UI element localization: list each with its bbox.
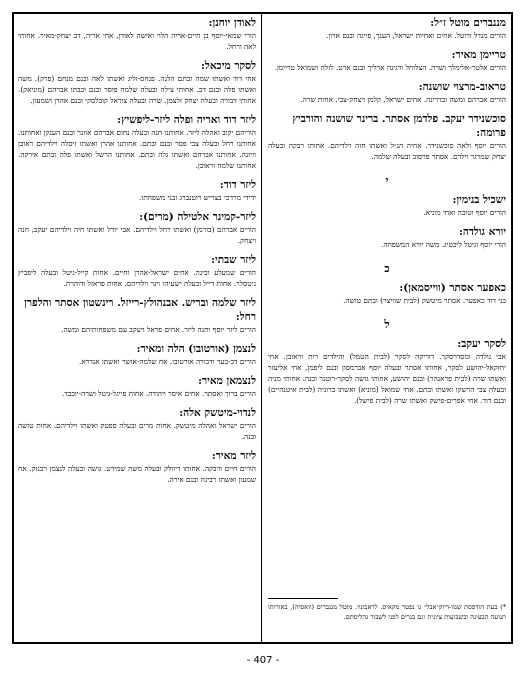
list-item (18, 342, 256, 367)
entry-heading: טריימן מאיר: (451, 49, 506, 61)
page-number: - 407 - (246, 655, 280, 666)
entry-heading: סוכשנידר יעקב. פלדמן אסתר. ברינר שושנה והורביץ פרומה: (292, 113, 506, 139)
entry-heading: ליזר דוד ואריה ופלה ליזר-ליפשיץ: (117, 114, 256, 126)
entry-heading: טראוב-מרצוי שושנה: (418, 81, 506, 93)
entry-text: הורים מנדל ורוטל. אחים ואחיות ישראל, הענך, פייגה ובנם ארון. (326, 31, 506, 40)
column-divider (261, 14, 262, 642)
entry-text: הוריהם יקוב ואהלה ליזר. אחותנו חנה ובעלה נחום אברהם אוזנר ובנם הענקן ואחותנו. אחותנו רחל ובעלה צבי פסר ובנם ובתם. אחותנו אהרן ואשתו זיסלה וילדיהם ראובן וזיזנה. אחותנו אברהם ואשתו גלה ובתם. אחותנו הרשל ואשתו פלה ובתם אירקה. אחותנו שלמה וראובן. (18, 128, 256, 170)
entry-heading: לאודן יוחנן: (208, 17, 256, 29)
entry-text: הורים ישראל ואהלה מיטשק. אחות מרים ובעלה ספטק ואשתו וילדיהם. אחות טושה ובנה. (18, 421, 256, 441)
list-item (268, 80, 506, 105)
entry-heading: ליזר שבתי: (211, 254, 256, 266)
entry-text: בני דוד כאפער. אסתר מיטשק (לבית שוויצר) ובתם טושה. (343, 296, 506, 305)
list-item (18, 59, 256, 106)
entry-heading: ישכיל בנימין: (452, 194, 506, 206)
entry-heading: ליזר דוד: (219, 179, 256, 191)
entry-text: הורי שמאי-יוסף בן חיים-אריה הלוי ואישה לאודן, אחי אריה, דב יצחק-מאיר. אחותי לאה ורחל. (18, 31, 256, 51)
entry-text: הורים דב-בער ודבורה אורטובו. אח שלמה-אושר ואשתו אנדרא. (79, 357, 256, 366)
entry-text: הורים ברוך ואסתר. אחים איסר ויהודה. אחות פייגל-גיטל ושרה-יוכבד. (61, 389, 256, 398)
left-column (18, 16, 256, 492)
list-item (18, 178, 256, 203)
entry-text: הורים אברהם ומשה ובדרינה. אחים ישראל, קלמן ויצחק-צבי. אחות שרה. (300, 95, 506, 104)
entry-text: אבי גולדה ומסדרסקר. דוריקה לסקר (לבית הטמל) והילדים רות וראובן. אחי יחזקאל-יהושע לסקר, אחותו אסתר ובעלה יוסף אברמסון ובנם ליפמן, אחי אליעזר ואשתו שרה (לבית פראנהר) ובנם יהושע, אחותי גושה לסקר-רוטנר ובנה. אחותי מניה ובעלה צבי הרשקו ואשתו ובתם. אחי שמואל (מוניא) ואשתו ברוניה (לבית איטנהיים) ובנם דוד. אחי אפרים-פישק ואשתו שרה (לבית פישל). (268, 352, 506, 405)
entry-heading: לסקר יעקב: (457, 338, 506, 350)
entry-text: הורים אלטר-אלימלך ושרה. הצלוחל ורגינה ארליך ובנם ארט. לזלה ושמואל טריימן. (274, 63, 506, 72)
footnote: *) בעת הודפסת שמו-דיוק״אבל״ נו נפטר מקאיס. לראבונוי. מוטל מננברים (וואסיה), באזרותו תנועה הבעינה ובשבועות ציונית וגם בנרים לפני לשבור נהליסתם. (268, 603, 506, 621)
entry-heading: כאפער אסתר (ווייסמאן): (399, 282, 506, 294)
entry-heading: ליזר שלמה ובריש. אבנהולץ-רייזל. רינשטון אסתר והלפרן רחל: (24, 297, 256, 323)
section-letter-yod: י (385, 174, 389, 187)
entry-text: הורים ליזר יוסף וחנה ליזר. אחים פראל ויעקב עם משפחותיהם ומשה. (61, 325, 256, 334)
entry-heading: לנדוי-מיטשק אלה: (179, 407, 256, 419)
entry-text: ידידי מרדכי בצריש רוטנברג ובני משפחתו. (139, 193, 256, 202)
list-item (268, 112, 506, 162)
entry-heading: לנצמאן מאיר: (198, 375, 256, 387)
entry-text: הורים יוסף וטובה ואחי מוניא. (423, 208, 506, 217)
entry-heading: לסקר מיכאל: (201, 60, 256, 72)
entry-text: הורים חיים ורבקה. אחותו דיוולק ובעלה משה שמידט. גושה ובעלה לנצמן רכנזק. אח שמעון ואשתו רבינה ובנם אירה. (18, 464, 256, 484)
footnote-rule (268, 598, 338, 599)
list-item (268, 48, 506, 73)
entry-text: הורים שמעלע ובינה. אחים ישראל-אהרן וחיים. אחות קייל-גיטל ובעלה ליפביץ ניטסלר. אחות דייל ובעלה ישעיהו וינר וילדיהם. אחות פראזל ודוהרת. (18, 268, 256, 288)
list-item (18, 449, 256, 485)
list-item (18, 253, 256, 289)
list-item (268, 337, 506, 406)
list-item (268, 225, 506, 250)
list-item (18, 113, 256, 171)
entry-text: הורי יוסף וגיטל ליכטיג. משה יורא המשפחה. (381, 240, 506, 249)
list-item (18, 374, 256, 399)
list-item (18, 210, 256, 246)
entry-heading: ליזר מאיר: (211, 450, 256, 462)
right-column (268, 16, 506, 413)
list-item (268, 193, 506, 218)
list-item (18, 296, 256, 335)
list-item (268, 16, 506, 41)
entry-text: הורים יוסף ולאה סוכשנידר. אחיה הנ״ל ואשתו חוה וילדיהם. אחותו רבקה ובעלה יצחק שמרגר וילדם. אסתר פרסוב ובעלה שלמה. (268, 141, 506, 161)
list-item (18, 16, 256, 52)
list-item (18, 406, 256, 442)
entry-heading: מננברים מוטל ז״ל: (430, 17, 506, 29)
entry-heading: לנצמן (אורטובו) הלה ומאיר: (136, 343, 256, 355)
list-item (268, 281, 506, 306)
entry-heading: יורא גולדה: (458, 226, 506, 238)
section-letter-lamed: ל (384, 318, 390, 331)
entry-text: הורים אברהם (בורמן) ואשתו רחל וילדיהם. אבי יודל ואשתו חיה וילדיהם יעקב, חנה ויצחק. (18, 225, 256, 245)
entry-text: אחי דוד ואשתו שמה ובתם הלנה. פנחס-זליג ואשתו לאה ובנם מנחם (פרק). משה ואשתו פלה ובנם דב. אחותי צילה ובעלה שלמה פוסר ובנם ובבתו אברהם (מוניאק). אחותי דבורה ובעלה יצחק זלצמן. שרה ובעלה צוראל קובלסקי ובנם אהרן ושמעון. (18, 74, 256, 105)
entry-heading: ליזר-קמינר אלטילה (מרים): (139, 211, 256, 223)
section-letter-kaf: כ (384, 262, 390, 275)
